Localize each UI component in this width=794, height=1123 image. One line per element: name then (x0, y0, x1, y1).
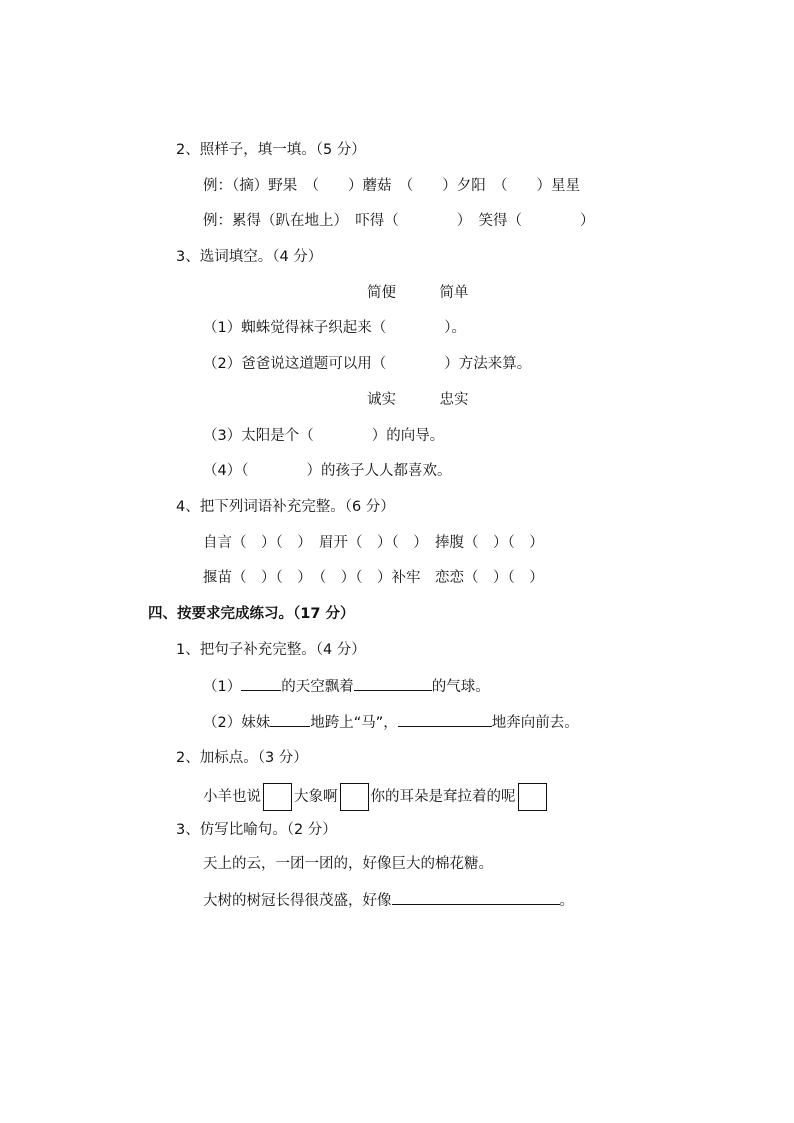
blank-line (270, 712, 310, 727)
s4q2-title: 2、加标点。（3 分） (176, 750, 308, 766)
q2-title: 2、照样子，填一填。（5 分） (176, 142, 366, 158)
s4q1-item-1-number: （1） (203, 679, 242, 695)
q3-item-1: （1）蜘蛛觉得袜子织起来（ ）。 (203, 320, 466, 336)
s4q2-part-2: 大象啊 (294, 789, 338, 805)
blank-line (241, 676, 281, 691)
s4q1-item-2-mid: 地跨上“马”， (310, 715, 398, 731)
q4-row-2: 揠苗（ ）（ ） （ ）（ ）补牢 恋恋（ ）（ ） (203, 570, 544, 586)
s4q2-part-1: 小羊也说 (203, 789, 261, 805)
q3-word-pair-1: 简便 简单 (367, 285, 469, 301)
punctuation-box (263, 783, 292, 811)
q3-item-2: （2）爸爸说这道题可以用（ ）方法来算。 (203, 356, 532, 372)
s4q2-sentence (203, 782, 549, 812)
s4q3-prompt: 大树的树冠长得很茂盛，好像 (203, 893, 392, 909)
s4q1-item-1-end: 的气球。 (431, 679, 490, 695)
q3-word-pair-2: 诚实 忠实 (367, 392, 469, 408)
q2-example-row-2: 例：累得（趴在地上） 吓得（ ） 笑得（ ） (203, 213, 595, 229)
s4q3-title: 3、仿写比喻句。（2 分） (176, 822, 337, 838)
s4q3-prompt-line (203, 890, 574, 911)
s4q1-item-2-start: （2）妹妹 (203, 715, 271, 731)
s4q3-end: 。 (559, 893, 574, 909)
q3-item-4: （4）（ ）的孩子人人都喜欢。 (203, 463, 452, 479)
s4q1-item-2 (203, 712, 579, 733)
q4-title: 4、把下列词语补充完整。（6 分） (176, 499, 395, 515)
q3-item-3: （3）太阳是个（ ）的向导。 (203, 428, 445, 444)
section-4-title: 四、按要求完成练习。（17 分） (148, 606, 355, 622)
s4q1-title: 1、把句子补充完整。（4 分） (176, 642, 366, 658)
blank-line (398, 712, 492, 727)
s4q2-part-3: 你的耳朵是耷拉着的呢 (370, 789, 516, 805)
q2-example-row-1: 例：（摘）野果 （ ）蘑菇 （ ）夕阳 （ ）星星 (203, 178, 580, 194)
s4q1-item-1-mid: 的天空飘着 (281, 679, 354, 695)
s4q3-example: 天上的云，一团一团的，好像巨大的棉花糖。 (203, 856, 493, 872)
punctuation-box (518, 783, 547, 811)
punctuation-box (340, 783, 369, 811)
blank-line (392, 890, 560, 905)
blank-line (354, 676, 432, 691)
s4q1-item-1 (203, 676, 490, 697)
s4q1-item-2-end: 地奔向前去。 (491, 715, 579, 731)
q3-title: 3、选词填空。（4 分） (176, 249, 323, 265)
q4-row-1: 自言（ ）（ ） 眉开（ ）（ ） 捧腹（ ）（ ） (203, 535, 544, 551)
